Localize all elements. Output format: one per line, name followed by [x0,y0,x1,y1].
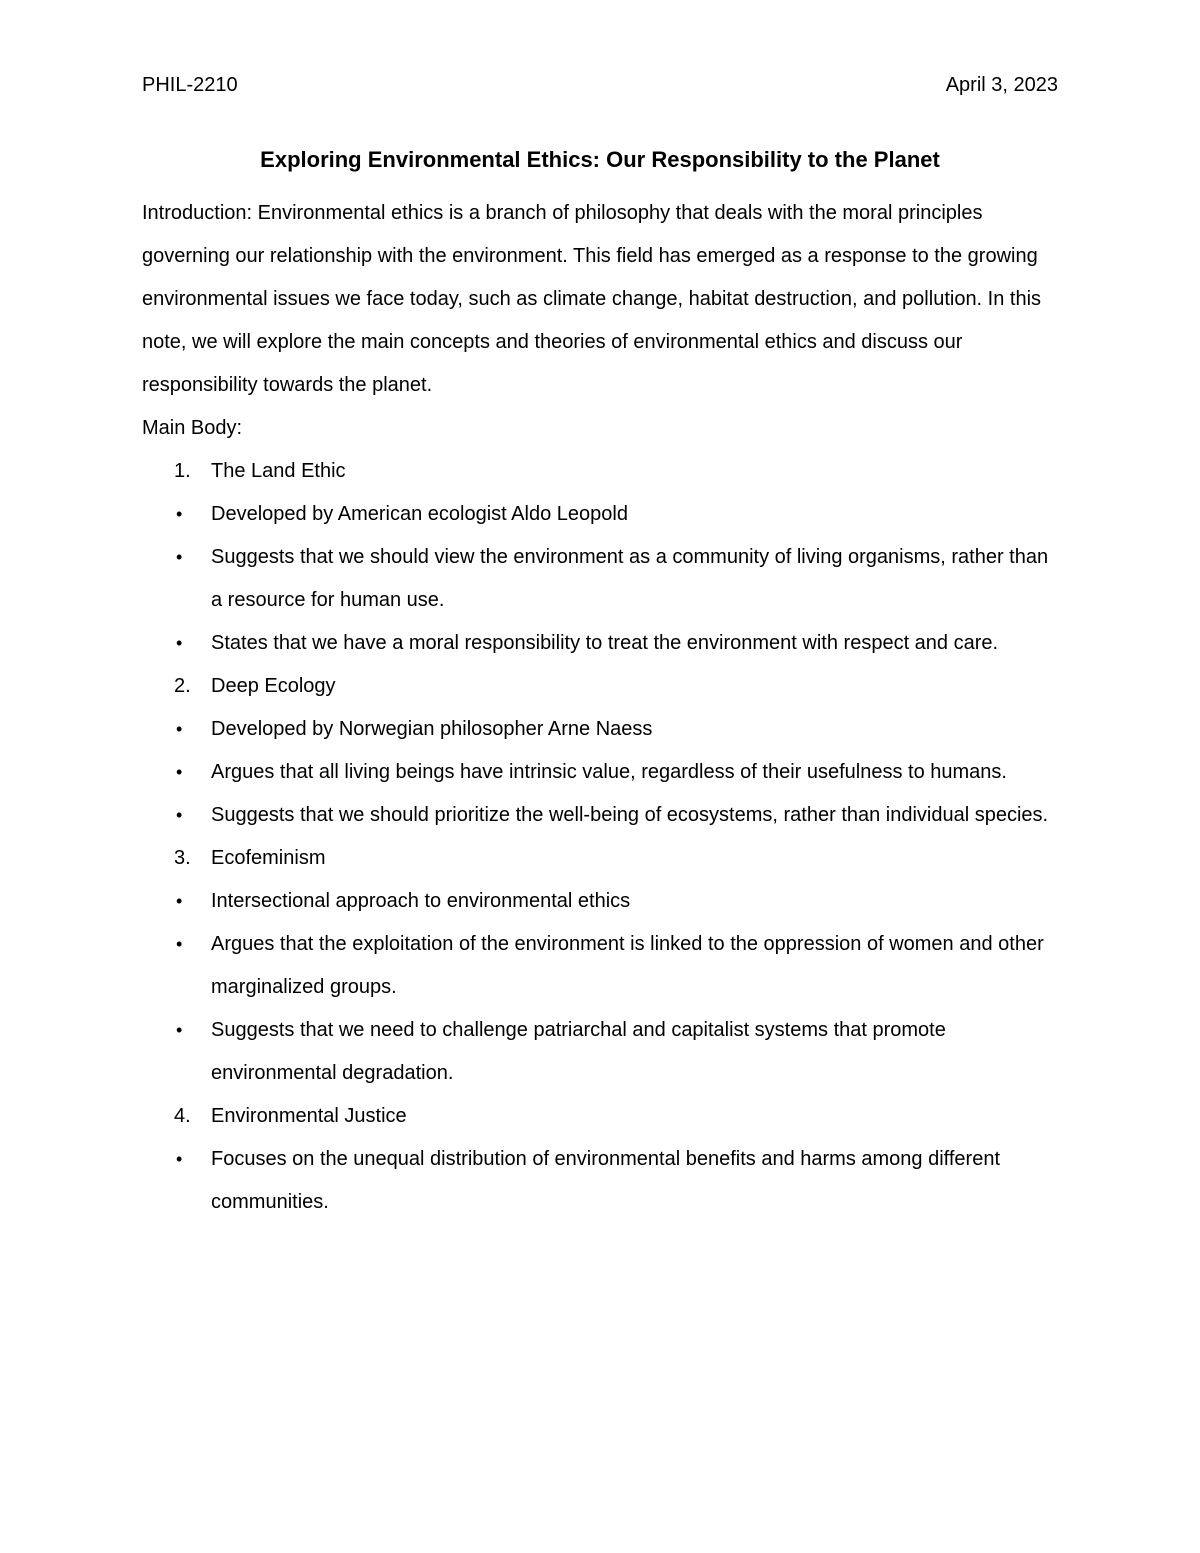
list-item [142,1009,1064,1095]
bullet-icon: • [176,719,183,739]
bullet-text: Argues that all living beings have intrinsic value, regardless of their usefulness to humans. [211,761,1007,783]
document-body [142,192,1064,1224]
page-header [142,72,1058,98]
bullet-icon: • [176,934,183,954]
list-item [142,493,1064,536]
document-date: April 3, 2023 [945,74,1058,96]
bullet-text: States that we have a moral responsibility to treat the environment with respect and care. [211,632,999,654]
bullet-text: Developed by Norwegian philosopher Arne Naess [211,718,653,740]
section-heading [142,450,1064,493]
bullet-icon: • [176,1020,183,1040]
bullet-icon: • [176,504,183,524]
list-item [142,708,1064,751]
list-item [142,880,1064,923]
list-item [142,923,1064,1009]
bullet-text: Focuses on the unequal distribution of environmental benefits and harms among different communities. [211,1148,1001,1213]
bullet-text: Suggests that we need to challenge patriarchal and capitalist systems that promote environmental degradation. [211,1019,946,1084]
bullet-text: Developed by American ecologist Aldo Leopold [211,503,628,525]
section-number: 3. [174,847,191,869]
bullet-icon: • [176,1149,183,1169]
section-number: 4. [174,1105,191,1127]
list-item [142,1138,1064,1224]
course-code: PHIL-2210 [142,74,238,96]
section-title: The Land Ethic [211,460,346,482]
bullet-text: Intersectional approach to environmental ethics [211,890,631,912]
section-number: 2. [174,675,191,697]
section-title: Ecofeminism [211,847,326,869]
list-item [142,622,1064,665]
bullet-icon: • [176,633,183,653]
main-body-heading: Main Body: [142,417,243,439]
section-title: Environmental Justice [211,1105,407,1127]
bullet-text: Argues that the exploitation of the environment is linked to the oppression of women and other marginalized groups. [211,933,1044,998]
bullet-icon: • [176,547,183,567]
document-title: Exploring Environmental Ethics: Our Responsibility to the Planet [260,147,940,172]
bullet-text: Suggests that we should view the environment as a community of living organisms, rather than a resource for human use. [211,546,1049,611]
section-title: Deep Ecology [211,675,336,697]
introduction-paragraph: Introduction: Environmental ethics is a branch of philosophy that deals with the moral principles governing our relationship with the environment. This field has emerged as a response to the growing environmental issues we face today, such as climate change, habitat destruction, and pollution. In this note, we will explore the main concepts and theories of environmental ethics and discuss our responsibility towards the planet. [142,202,1042,396]
bullet-icon: • [176,805,183,825]
bullet-text: Suggests that we should prioritize the well-being of ecosystems, rather than individual species. [211,804,1049,826]
bullet-icon: • [176,891,183,911]
bullet-icon: • [176,762,183,782]
list-item [142,794,1064,837]
list-item [142,751,1064,794]
section-number: 1. [174,460,191,482]
list-item [142,536,1064,622]
section-heading [142,665,1064,708]
section-heading [142,1095,1064,1138]
section-heading [142,837,1064,880]
